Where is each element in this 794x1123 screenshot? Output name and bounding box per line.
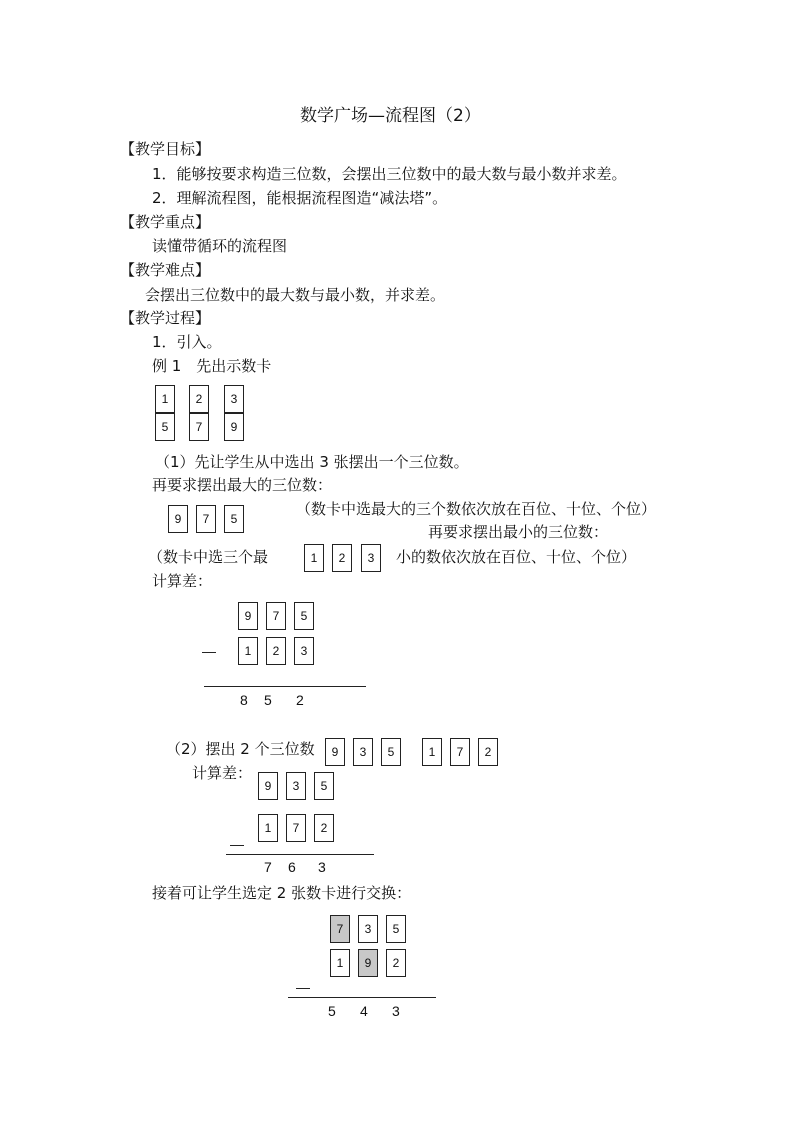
number-card: 1 [258,814,278,842]
calc-label: 计算差： [152,572,213,590]
swapped-number-card: 7 [330,915,350,943]
calc-label-2: 计算差： [192,764,253,782]
goal-item: 1．能够按要求构造三位数，会摆出三位数中的最大数与最小数并求差。 [152,165,627,183]
result-digit: 8 [240,692,248,708]
example-text: 例 1 先出示数卡 [152,357,272,375]
result-digit: 3 [318,859,326,875]
number-card: 2 [314,814,334,842]
result-digit: 2 [296,692,304,708]
minus-sign: — [202,643,216,659]
number-card: 1 [304,544,324,572]
number-card: 3 [286,772,306,800]
number-card: 2 [332,544,352,572]
result-digit: 3 [392,1003,400,1019]
result-line [204,686,366,687]
heading-key: 【教学重点】 [120,213,211,231]
number-card: 5 [224,505,244,533]
result-digit: 5 [264,692,272,708]
difficulty-text: 会摆出三位数中的最大数与最小数，并求差。 [145,286,446,304]
number-card: 5 [294,602,314,630]
number-card: 3 [294,637,314,665]
heading-goals: 【教学目标】 [120,140,211,158]
page-title: 数学广场—流程图（2） [300,106,481,126]
result-digit: 4 [360,1003,368,1019]
minus-sign: — [296,979,310,995]
number-card: 3 [361,544,381,572]
number-card: 5 [314,772,334,800]
minus-sign: — [230,836,244,852]
swapped-number-card: 9 [358,949,378,977]
number-card: 3 [358,915,378,943]
number-card: 7 [286,814,306,842]
number-card: 1 [155,385,175,413]
number-card: 1 [238,637,258,665]
number-card: 7 [450,738,470,766]
part2-text: （2）摆出 2 个三位数 [166,740,315,758]
number-card: 9 [238,602,258,630]
number-card: 1 [422,738,442,766]
number-card: 7 [189,413,209,441]
key-point-text: 读懂带循环的流程图 [152,237,288,255]
min-note-right: 小的数依次放在百位、十位、个位） [396,548,637,566]
number-card: 9 [224,413,244,441]
result-digit: 7 [264,859,272,875]
swap-text: 接着可让学生选定 2 张数卡进行交换： [152,884,412,902]
number-card: 2 [478,738,498,766]
number-card: 2 [266,637,286,665]
number-card: 7 [266,602,286,630]
ask-min-text: 再要求摆出最小的三位数： [428,523,609,541]
heading-difficulty: 【教学难点】 [120,261,211,279]
result-line [288,997,436,998]
number-card: 9 [168,505,188,533]
number-card: 3 [353,738,373,766]
number-card: 5 [155,413,175,441]
number-card: 7 [196,505,216,533]
min-note-left: （数卡中选三个最 [148,548,269,566]
ask-max-text: 再要求摆出最大的三位数： [152,476,333,494]
max-note-text: （数卡中选最大的三个数依次放在百位、十位、个位） [296,500,657,518]
part1-text: （1）先让学生从中选出 3 张摆出一个三位数。 [155,453,469,471]
number-card: 9 [258,772,278,800]
result-line [226,854,374,855]
number-card: 3 [224,385,244,413]
number-card: 5 [381,738,401,766]
number-card: 2 [386,949,406,977]
heading-process: 【教学过程】 [120,309,211,327]
result-digit: 6 [288,859,296,875]
number-card: 1 [330,949,350,977]
number-card: 9 [325,738,345,766]
number-card: 5 [386,915,406,943]
result-digit: 5 [328,1003,336,1019]
goal-item: 2．理解流程图，能根据流程图造“减法塔”。 [152,189,448,207]
number-card: 2 [189,385,209,413]
step1-text: 1．引入。 [152,333,222,351]
